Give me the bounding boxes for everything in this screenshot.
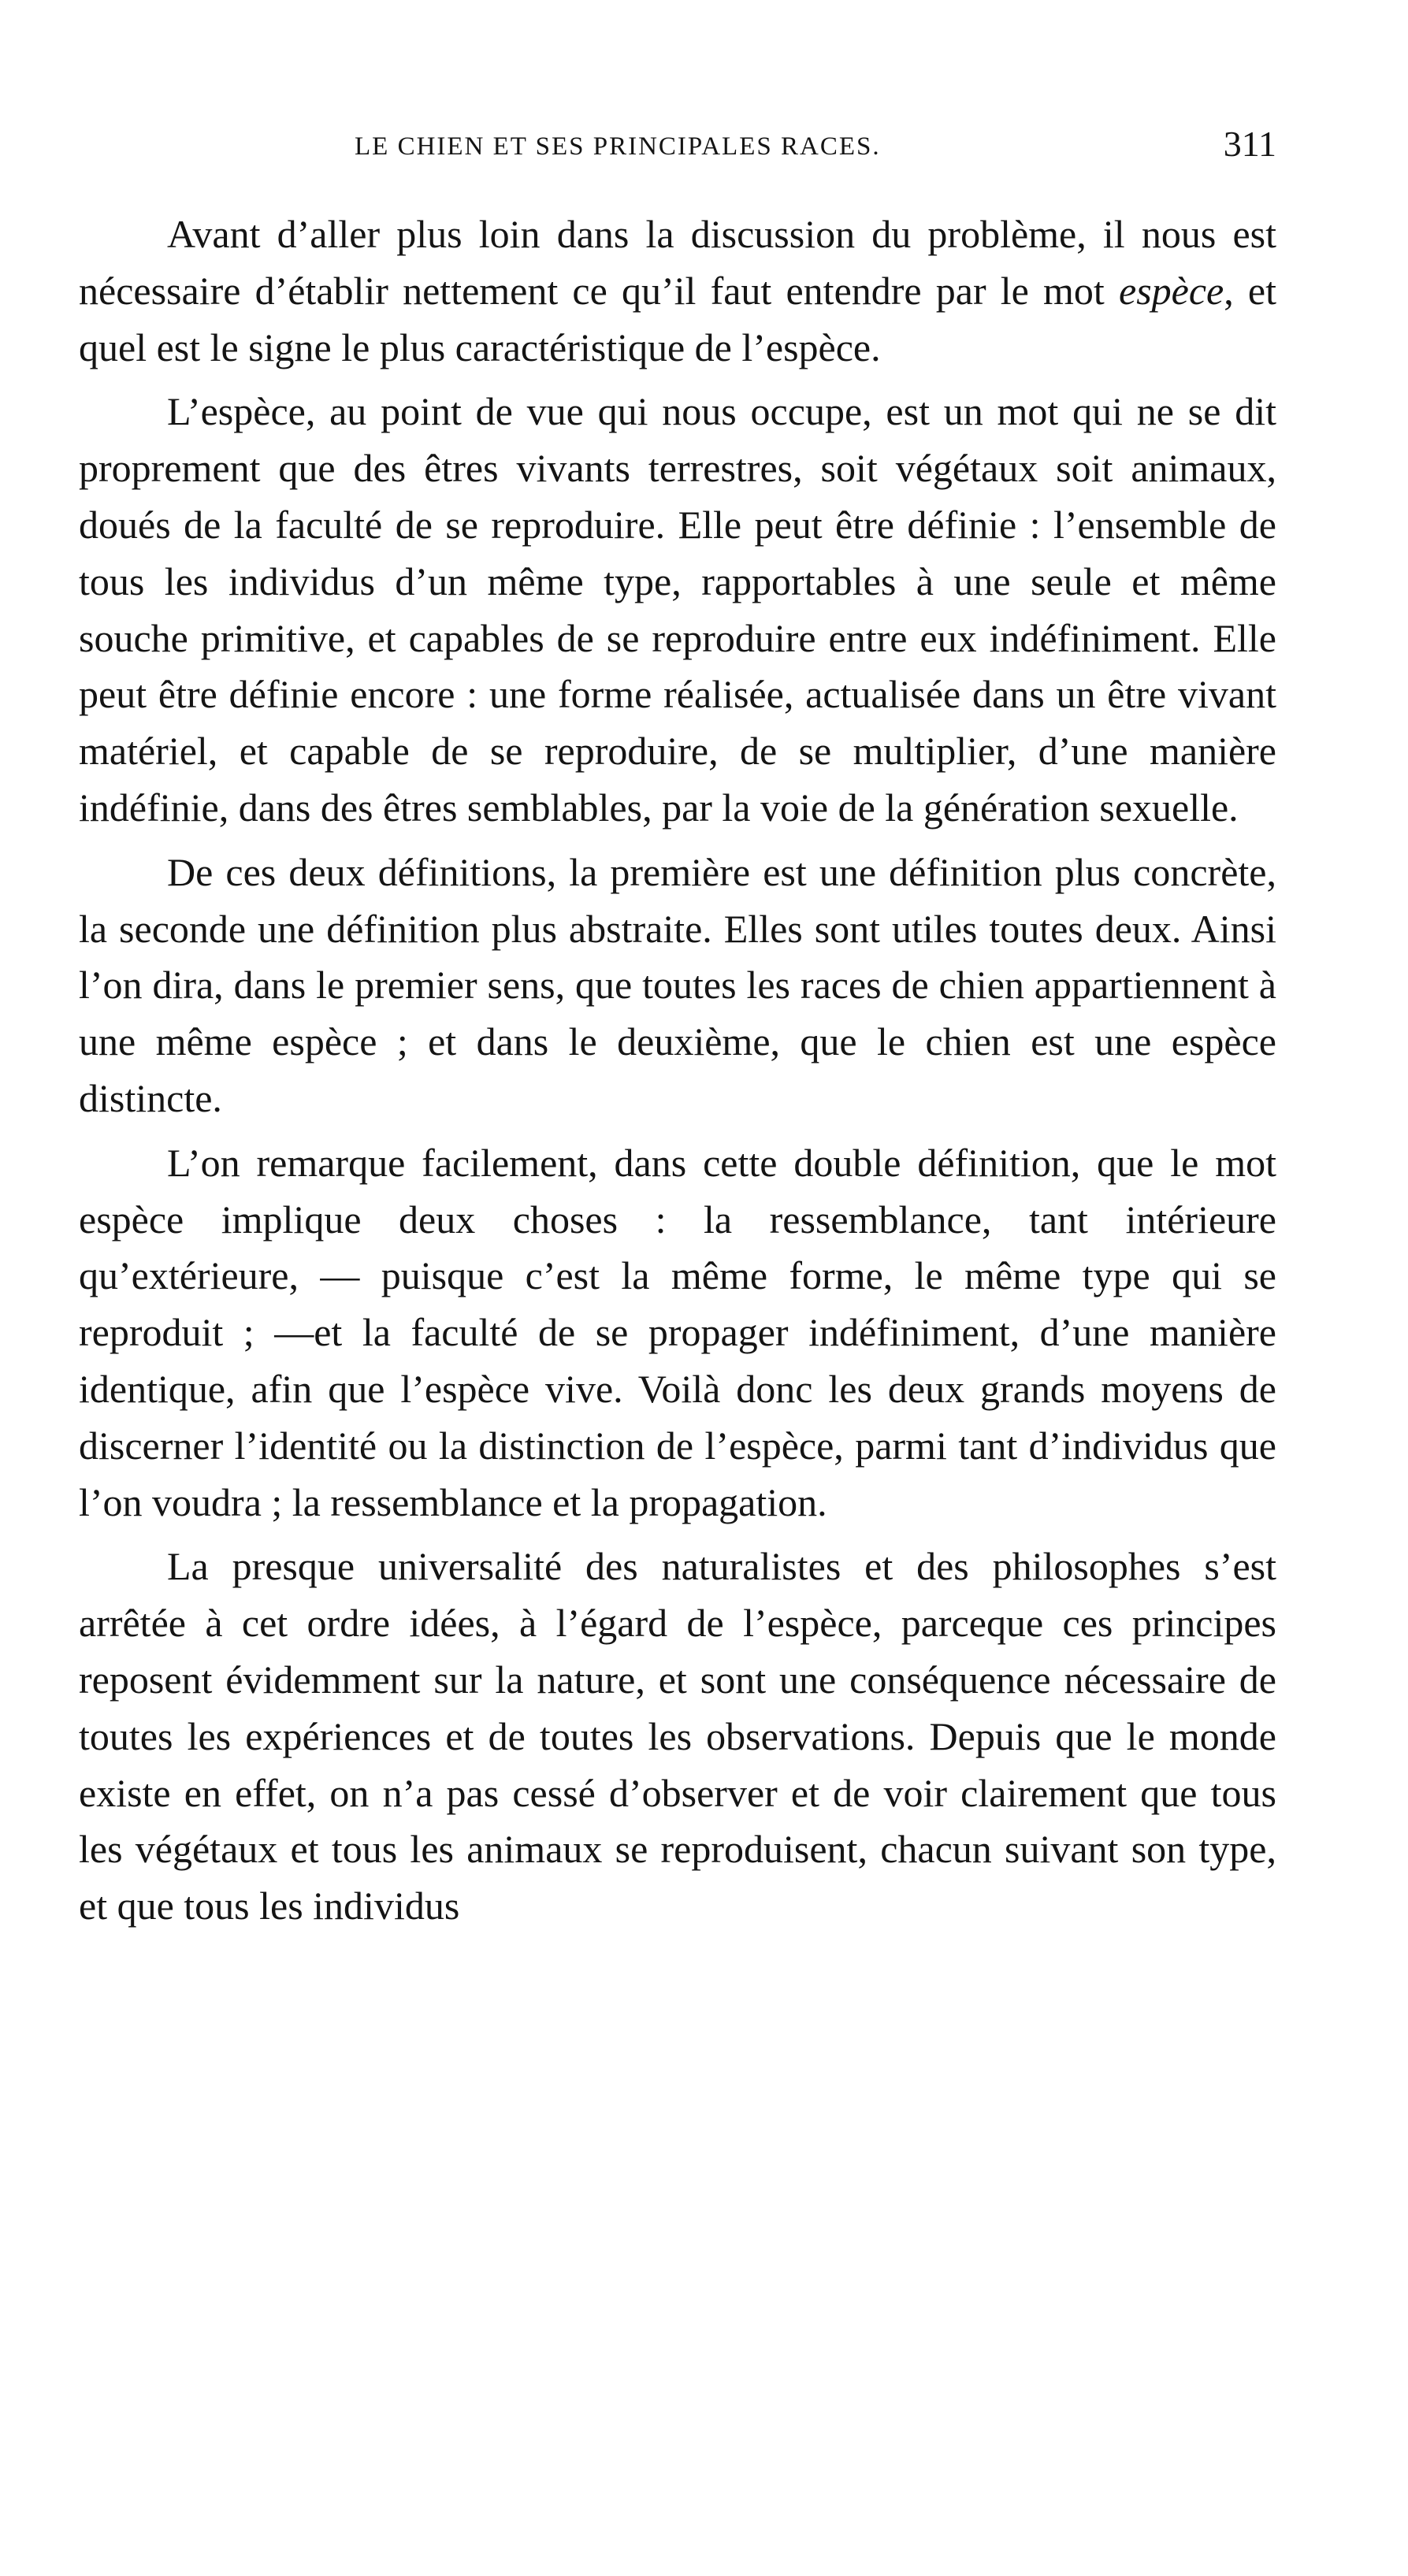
paragraph-3: De ces deux définitions, la première est une définition plus concrète, la seconde une définition plus abstraite. Elles sont utiles toutes deux. Ainsi l’on dira, dans le premier sens, que toutes les races de chien appartiennent à une même espèce ; et dans le deuxième, que le chien est une espèce distincte. [79, 849, 1276, 1120]
running-head [79, 118, 1276, 181]
body-text [79, 206, 1276, 1943]
paragraph-4: L’on remarque facilement, dans cette double définition, que le mot espèce implique deux choses : la ressemblance, tant intérieure qu’extérieure, — puisque c’est la même forme, le même type qui se reproduit ; —et la faculté de se propager indéfiniment, d’une manière identique, afin que l’espèce vive. Voilà donc les deux grands moyens de discerner l’identité ou la distinction de l’espèce, parmi tant d’individus que l’on voudra ; la ressemblance et la propagation. [79, 1140, 1276, 1524]
italic-term: espèce [1119, 268, 1224, 313]
page-number: 311 [1223, 124, 1276, 164]
paragraph-1: Avant d’aller plus loin dans la discussion du problème, il nous est nécessaire d’établir nettement ce qu’il faut entendre par le mot espèce, et quel est le signe le plus caractéristique de l’espèce. [79, 212, 1276, 369]
paragraph-5: La presque universalité des naturalistes et des philosophes s’est arrêtée à cet ordre idées, à l’égard de l’espèce, parceque ces principes reposent évidemment sur la nature, et sont une conséquence nécessaire de toutes les expériences et de toutes les observations. Depuis que le monde existe en effet, on n’a pas cessé d’observer et de voir clairement que tous les végétaux et tous les animaux se reproduisent, chacun suivant son type, et que tous les individus [79, 1544, 1276, 1928]
paragraph-2: L’espèce, au point de vue qui nous occupe, est un mot qui ne se dit proprement que des êtres vivants terrestres, soit végétaux soit animaux, doués de la faculté de se reproduire. Elle peut être définie : l’ensemble de tous les individus d’un même type, rapportables à une seule et même souche primitive, et capables de se reproduire entre eux indéfiniment. Elle peut être définie encore : une forme réalisée, actualisée dans un être vivant matériel, et capable de se reproduire, de se multiplier, d’une manière indéfinie, dans des êtres semblables, par la voie de la génération sexuelle. [79, 389, 1276, 830]
running-title: LE CHIEN ET SES PRINCIPALES RACES. [355, 132, 881, 161]
